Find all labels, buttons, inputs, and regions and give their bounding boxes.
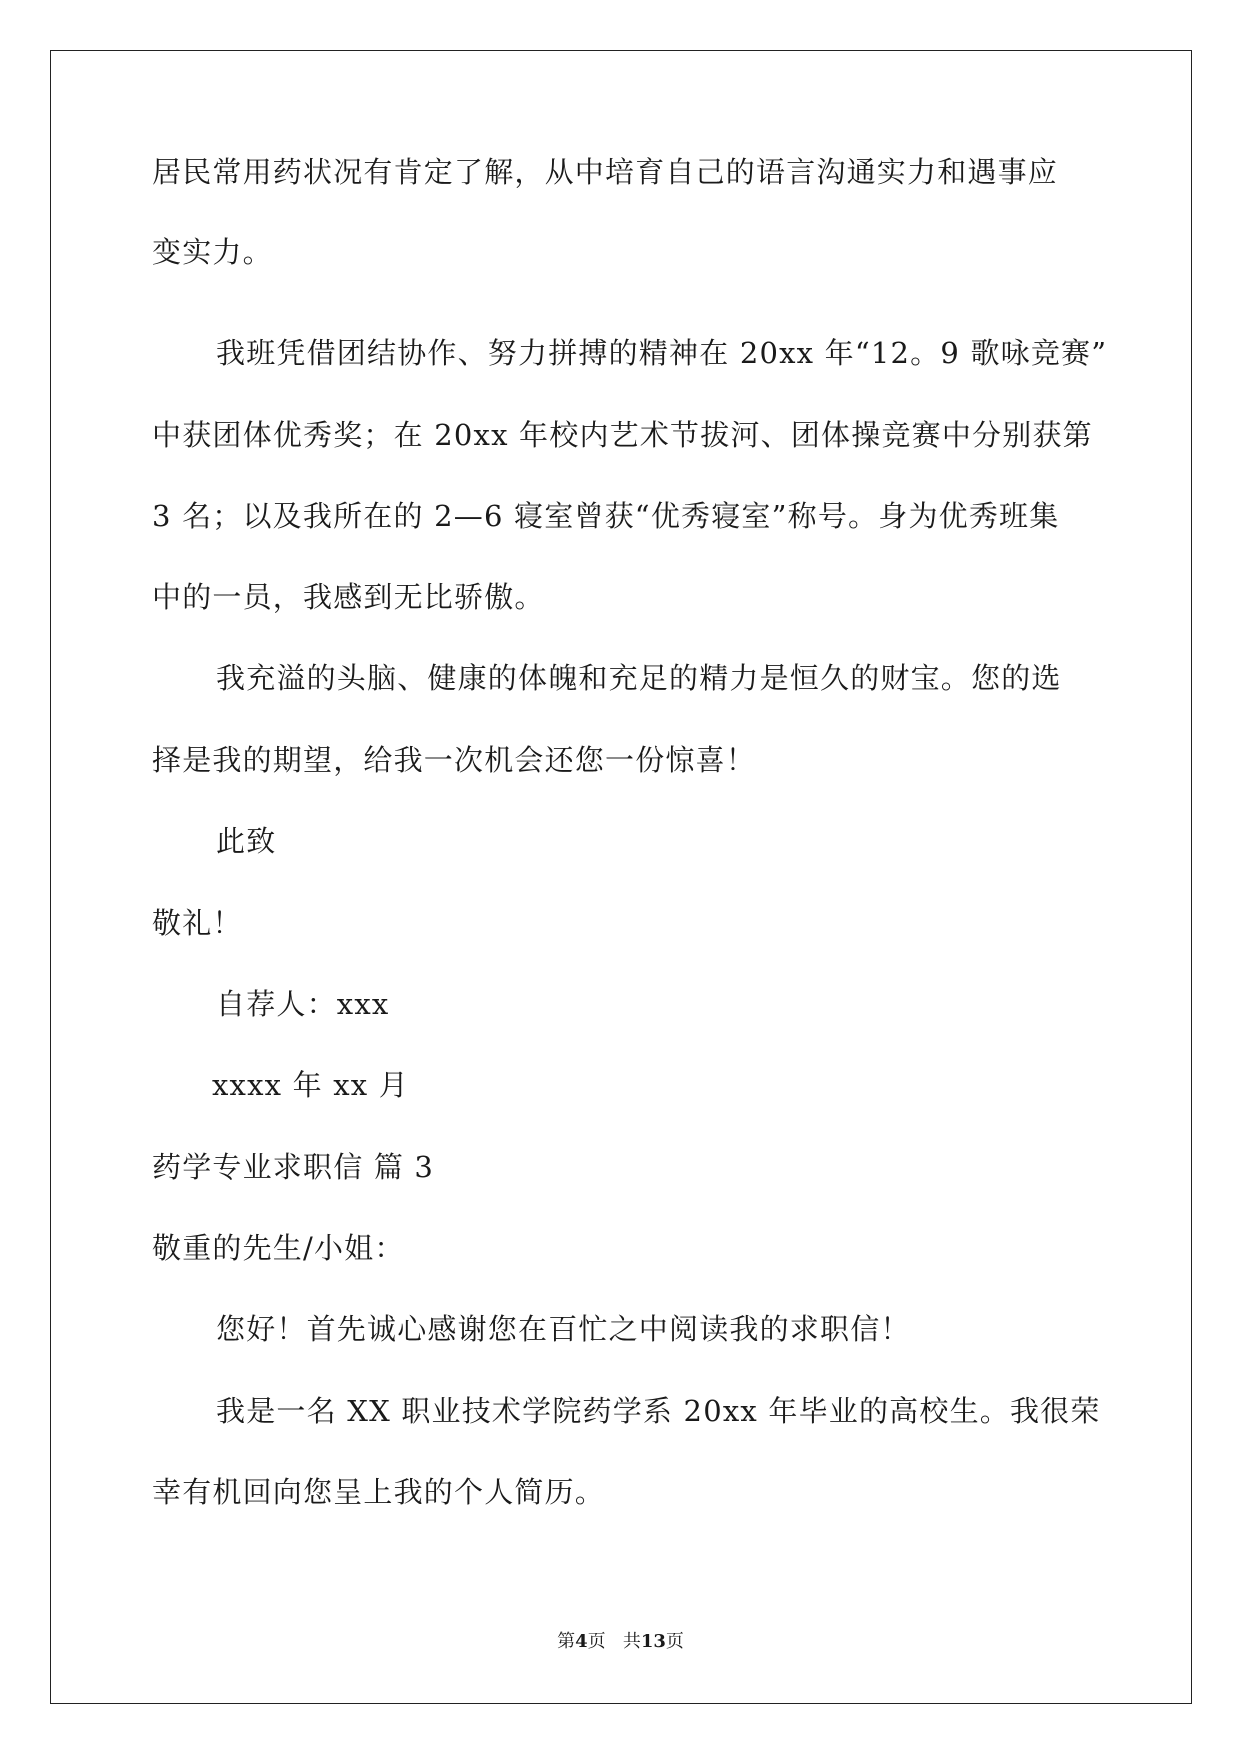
footer-prefix: 第 — [557, 1631, 576, 1652]
section-title: 药学专业求职信 篇 3 — [152, 1150, 435, 1184]
page-footer — [0, 1630, 1241, 1654]
footer-total-pages: 13 — [640, 1631, 666, 1652]
page-border — [50, 50, 1192, 1704]
footer-page-number: 4 — [575, 1631, 588, 1652]
body-line-4: 中获团体优秀奖；在 20xx 年校内艺术节拔河、团体操竞赛中分别获第 — [152, 418, 1093, 452]
body-line-5: 3 名；以及我所在的 2—6 寝室曾获“优秀寝室”称号。身为优秀班集 — [152, 499, 1060, 533]
body-line-greeting: 您好！首先诚心感谢您在百忙之中阅读我的求职信！ — [216, 1312, 911, 1346]
closing-cizhi: 此致 — [216, 824, 277, 858]
signature-name: 自荐人：xxx — [216, 987, 390, 1021]
body-line-intro-1: 我是一名 XX 职业技术学院药学系 20xx 年毕业的高校生。我很荣 — [216, 1394, 1101, 1428]
body-line-6: 中的一员，我感到无比骄傲。 — [152, 580, 545, 614]
salutation: 敬重的先生/小姐： — [152, 1231, 405, 1265]
body-line-7: 我充溢的头脑、健康的体魄和充足的精力是恒久的财宝。您的选 — [216, 661, 1062, 695]
footer-page-unit: 页 — [587, 1631, 606, 1652]
body-line-1: 居民常用药状况有肯定了解，从中培育自己的语言沟通实力和遇事应 — [152, 155, 1059, 189]
body-line-intro-2: 幸有机回向您呈上我的个人简历。 — [152, 1475, 606, 1509]
closing-jingli: 敬礼！ — [152, 906, 243, 940]
body-line-3: 我班凭借团结协作、努力拼搏的精神在 20xx 年“12。9 歌咏竞赛” — [216, 336, 1108, 370]
footer-total-prefix: 共 — [622, 1631, 641, 1652]
body-line-8: 择是我的期望，给我一次机会还您一份惊喜！ — [152, 743, 757, 777]
body-line-2: 变实力。 — [152, 235, 273, 269]
footer-total-unit: 页 — [665, 1631, 684, 1652]
signature-date: xxxx 年 xx 月 — [212, 1068, 409, 1102]
